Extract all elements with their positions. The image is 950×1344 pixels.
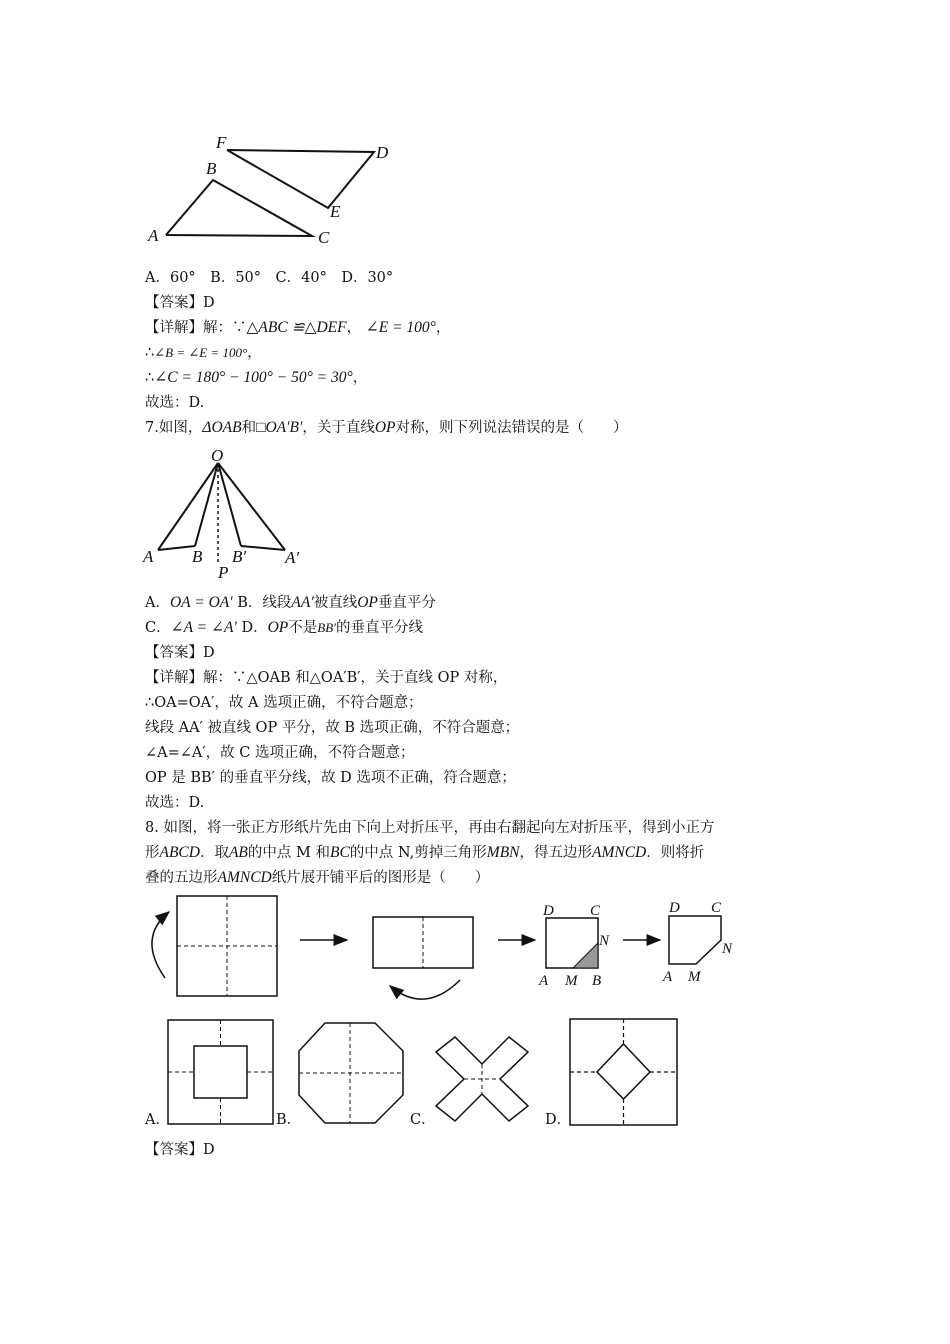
q6-step1-symbol: ∴ [145,345,155,361]
q7-option-c-prefix: C． [145,620,171,636]
q8-option-a-figure [168,1020,273,1124]
q8-step4-label-c: C [711,900,722,916]
q7-math-op: OP [374,419,396,436]
q7-text-and: 和 [241,420,257,436]
q8-text-g: 叠的五边形 [145,870,218,886]
q6-detail [145,318,450,338]
q7-math-oab: ΔOAB [202,419,242,436]
fold-left-arrow-icon [390,980,460,999]
q7-question [145,418,628,438]
q8-option-c-figure [436,1037,528,1121]
q6-label-f: F [216,133,227,152]
q6-label-d: D [376,143,389,162]
q8-option-a-label: A． [145,1112,170,1128]
q7-option-b-prefix: B．线段 [237,595,292,611]
q8-step4-label-n: N [722,941,733,957]
q7-detail-2: ∴OA=OA′，故 A 选项正确，不符合题意； [145,695,423,711]
q7-text-line: ，关于直线 [302,420,375,436]
q8-math-ab: AB [228,844,248,861]
q6-detail-math1: △ABC ≌△DEF [246,319,347,336]
q7-label-p: P [218,563,229,582]
q7-option-d-math2: BB′ [317,620,336,635]
q8-text-c: 的中点 M 和 [247,845,330,861]
q6-detail-prefix: 【详解】解：∵ [145,320,247,336]
q8-step4-label-a: A [663,969,673,985]
q6-options: A．60° B．50° C．40° D．30° [145,270,394,286]
q8-text-a: 形 [145,845,160,861]
q7-detail-1: 【详解】解：∵△OAB 和△OA′B′，关于直线 OP 对称， [145,670,508,686]
q7-label-b: B [192,547,203,566]
q8-step3-label-n: N [599,933,610,949]
q7-option-d-mid: 不是 [288,620,318,636]
q8-option-d-figure [570,1019,677,1125]
q6-step1-end: ， [247,345,262,361]
q8-folding-figure [135,890,775,1020]
q6-detail-end: ， [435,320,451,336]
q6-step2-end: ， [352,370,368,386]
q8-text-h: 纸片展开铺平后的图形是（ ） [271,870,490,886]
q7-label-b2: B′ [232,547,247,566]
q8-text-f: ．则将折 [646,845,705,861]
fold-up-arrow-icon [152,912,169,978]
q6-figure [140,128,400,248]
q8-option-b-figure [299,1023,403,1123]
q7-option-b-math1: AA′ [291,594,314,611]
q7-detail-4: ∠A=∠A′，故 C 选项正确，不符合题意； [145,745,415,761]
q7-option-d-math1: OP [267,619,289,636]
q7-option-a-prefix: A． [145,595,170,611]
q7-option-b-mid: 被直线 [313,595,358,611]
q6-answer: 【答案】D [145,295,215,311]
q8-option-b-label: B． [276,1112,302,1128]
q6-label-b: B [206,159,217,178]
q6-detail-math2: ∠E = 100° [365,319,436,336]
q8-text-d: 的中点 N,剪掉三角形 [349,845,487,861]
q8-text-e: ，得五边形 [519,845,592,861]
q7-options-cd [145,618,423,638]
q6-step2 [145,368,367,388]
q6-step2-symbol: ∴ [145,370,155,386]
q7-option-b-end: 垂直平分 [377,595,436,611]
q7-label-a2: A′ [285,548,300,567]
q8-option-figures [165,1017,725,1132]
q7-math-oa2b2: □OA′B′ [256,419,303,436]
q8-math-amncd: AMNCD [592,844,647,861]
q8-step3-label-b: B [592,973,602,989]
q7-detail-5: OP 是 BB′ 的垂直平分线，故 D 选项不正确，符合题意； [145,770,516,786]
q8-math-mbn: MBN [486,844,520,861]
q7-choice: 故选：D. [145,795,205,811]
q6-label-a: A [148,226,159,245]
q6-step1 [145,343,262,363]
q6-label-c: C [318,228,330,247]
q8-step3-label-d: D [543,903,554,919]
q7-text-end: 对称，则下列说法错误的是（ ） [395,420,628,436]
q7-option-d-prefix: D． [241,620,268,636]
q8-answer: 【答案】D [145,1142,215,1158]
q6-detail-mid: ， [346,320,362,336]
q7-figure [140,445,320,580]
q6-step1-math: ∠B = ∠E = 100° [154,345,248,360]
q7-label-o: O [211,446,224,465]
q8-step3-label-c: C [590,903,601,919]
q7-option-c-math: ∠A = ∠A′ [170,619,237,636]
q8-math-abcd: ABCD [159,844,200,861]
q8-step4-label-m: M [688,969,701,985]
q8-option-d-label: D． [545,1112,572,1128]
q8-step3-label-a: A [539,973,549,989]
q8-question-line2 [145,843,704,863]
q8-step3-label-m: M [565,973,578,989]
q6-choice: 故选：D. [145,395,205,411]
q8-question-line3 [145,868,489,888]
q6-label-e: E [330,202,341,221]
q7-options-ab [145,593,436,613]
q8-text-b: ．取 [199,845,229,861]
q8-math-bc: BC [329,844,350,861]
q6-step2-math: ∠C = 180° − 100° − 50° = 30° [154,369,353,386]
q7-answer: 【答案】D [145,645,215,661]
q7-option-a-math: OA = OA′ [169,594,233,611]
q8-question-line1: 8. 如图，将一张正方形纸片先由下向上对折压平，再由右翻起向左对折压平，得到小正方 [145,820,715,836]
q7-option-b-math2: OP [357,594,378,611]
q7-option-d-end: 的垂直平分线 [336,620,423,636]
q7-label-a: A [143,547,154,566]
q8-math-amncd-2: AMNCD [217,869,272,886]
q8-option-c-label: C． [410,1112,436,1128]
q8-step4-label-d: D [669,900,680,916]
q7-number: 7.如图， [145,420,203,436]
q7-detail-3: 线段 AA′ 被直线 OP 平分，故 B 选项正确，不符合题意； [145,720,520,736]
